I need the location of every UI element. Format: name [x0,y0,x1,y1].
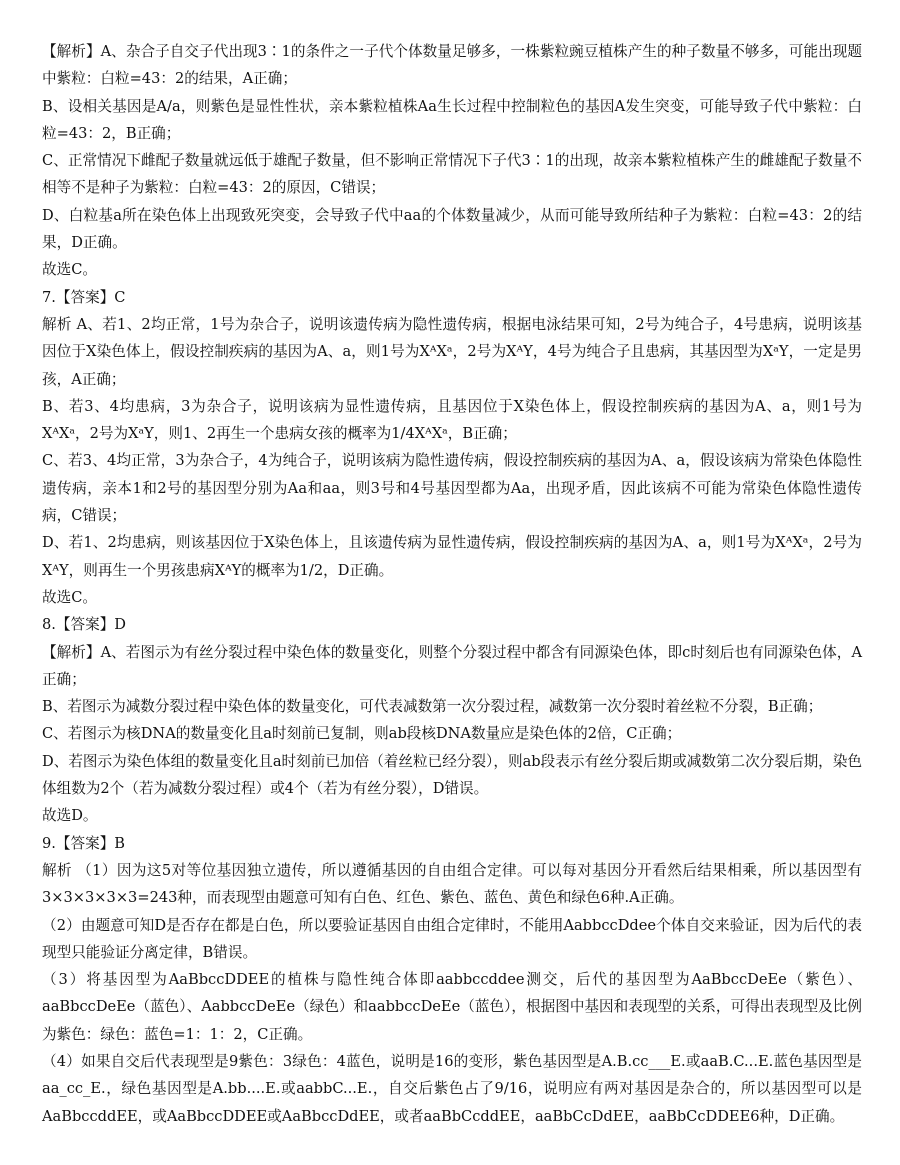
answer-heading-8: 8.【答案】D [42,616,126,634]
conclusion-line: 故选C。 [42,261,97,279]
paragraph: D、若图示为染色体组的数量变化且a时刻前已加倍（着丝粒已经分裂），则ab段表示有丝分裂后期或减数第二次分裂后期，染色体组数为2个（若为减数分裂过程）或4个（若为有丝分裂），D错误。 [42,752,862,798]
paragraph: （2）由题意可知D是否存在都是白色，所以要验证基因自由组合定律时，不能用AabbccDdee个体自交来验证，因为后代的表现型只能验证分离定律，B错误。 [42,916,862,961]
paragraph: B、若3、4均患病，3为杂合子，说明该病为显性遗传病，且基因位于X染色体上，假设控制疾病的基因为A、a，则1号为XᴬXᵃ，2号为XᵃY，则1、2再生一个患病女孩的概率为1/4XᴬXᵃ，B正确； [42,397,862,443]
paragraph: C、若3、4均正常，3为杂合子，4为纯合子，说明该病为隐性遗传病，假设控制疾病的基因为A、a，假设该病为常染色体隐性遗传病，亲本1和2号的基因型分别为Aa和aa，则3号和4号基因型都为Aa，出现矛盾，因此该病不可能为常染色体隐性遗传病，C错误； [42,452,862,525]
paragraph: B、设相关基因是A/a，则紫色是显性性状，亲本紫粒植株Aa生长过程中控制粒色的基因A发生突变，可能导致子代中紫粒：白粒=43：2，B正确； [42,97,862,142]
paragraph: B、若图示为减数分裂过程中染色体的数量变化，可代表减数第一次分裂过程，减数第一次分裂时着丝粒不分裂，B正确； [42,698,823,716]
answer-heading-7: 7.【答案】C [42,288,126,306]
paragraph: C、正常情况下雌配子数量就远低于雄配子数量，但不影响正常情况下子代3∶1的出现，故亲本紫粒植株产生的雌雄配子数量不相等不是种子为紫粒：白粒=43：2的原因，C错误； [42,152,862,197]
conclusion-line: 故选D。 [42,807,98,825]
paragraph: D、白粒基a所在染色体上出现致死突变，会导致子代中aa的个体数量减少，从而可能导致所结种子为紫粒：白粒=43：2的结果，D正确。 [42,206,862,252]
paragraph: D、若1、2均患病，则该基因位于X染色体上，且该遗传病为显性遗传病，假设控制疾病的基因为A、a，则1号为XᴬXᵃ，2号为XᴬY，则再生一个男孩患病XᴬY的概率为1/2，D正确。 [42,534,862,579]
answer-heading-9: 9.【答案】B [42,834,126,852]
paragraph: 【解析】A、若图示为有丝分裂过程中染色体的数量变化，则整个分裂过程中都含有同源染色体，即c时刻后也有同源染色体，A正确； [42,643,862,688]
paragraph: （4）如果自交后代表现型是9紫色：3绿色：4蓝色，说明是16的变形，紫色基因型是A.B.cc___E.或aaB.C...E.蓝色基因型是aa_cc_E.，绿色基因型是A.bb....E.或aabbC...E.，自交后紫色占了9/16，说明应有两对基因是杂合的，所以基因型可以是AaBbccddEE，或AaBbccDDEE或AaBbccDdEE，或者aaBbCcddEE，aaBbCcDdEE，aaBbCcDDEE6种，D正确。 [42,1052,862,1125]
paragraph: 解析 A、若1、2均正常，1号为杂合子，说明该遗传病为隐性遗传病，根据电泳结果可知，2号为纯合子，4号患病，说明该基因位于X染色体上，假设控制疾病的基因为A、a，则1号为XᴬXᵃ，2号为XᴬY，4号为纯合子且患病，其基因型为XᵃY，一定是男孩，A正确； [42,315,862,388]
paragraph: 【解析】A、杂合子自交子代出现3∶1的条件之一子代个体数量足够多，一株紫粒豌豆植株产生的种子数量不够多，可能出现题中紫粒：白粒=43：2的结果，A正确； [42,43,862,88]
paragraph: C、若图示为核DNA的数量变化且a时刻前已复制，则ab段核DNA数量应是染色体的2倍，C正确； [42,725,682,743]
document-body [42,38,862,1130]
paragraph: （3）将基因型为AaBbccDDEE的植株与隐性纯合体即aabbccddee测交，后代的基因型为AaBbccDeEe（紫色）、aaBbccDeEe（蓝色）、AabbccDeEe（绿色）和aabbccDeEe（蓝色），根据图中基因和表现型的关系，可得出表现型及比例为紫色：绿色：蓝色=1：1：2，C正确。 [42,971,862,1043]
paragraph: 解析 （1）因为这5对等位基因独立遗传，所以遵循基因的自由组合定律。可以每对基因分开看然后结果相乘，所以基因型有3×3×3×3×3=243种，而表现型由题意可知有白色、红色、紫色、蓝色、黄色和绿色6种.A正确。 [42,861,862,907]
conclusion-line: 故选C。 [42,588,97,606]
